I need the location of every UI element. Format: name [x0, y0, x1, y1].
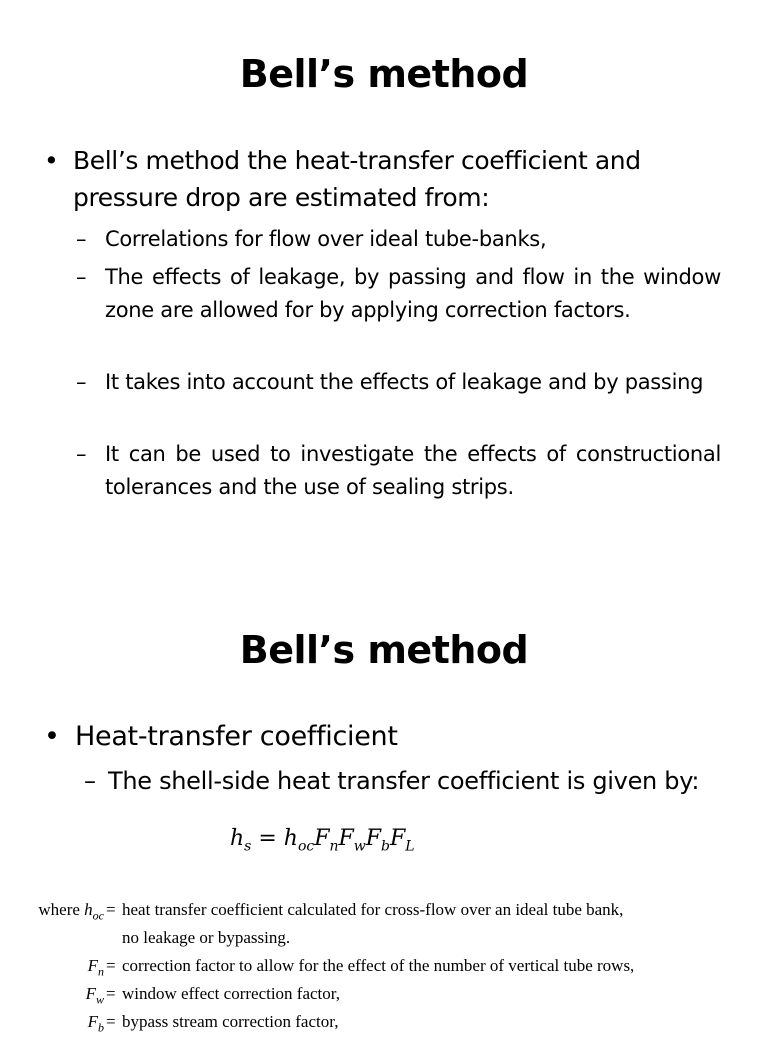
slide-1-bullet — [44, 142, 724, 216]
def-description: correction factor to allow for the effect of the number of vertical tube rows, — [122, 956, 635, 975]
slide-2 — [0, 576, 768, 1035]
def-equals: = — [106, 900, 116, 919]
def-symbol: F — [85, 984, 96, 1003]
eq-lhs: h — [230, 826, 245, 851]
def-description: bypass stream correction factor, — [122, 1012, 339, 1031]
def-equals: = — [106, 1012, 116, 1031]
eq-t4-sub: b — [381, 838, 391, 855]
def-symbol-sub: n — [98, 964, 104, 979]
def-symbol-sub: w — [95, 992, 104, 1007]
eq-t1-sub: oc — [297, 838, 315, 855]
slide-2-title: Bell’s method — [239, 628, 529, 672]
def-equals: = — [106, 984, 116, 1003]
heat-transfer-equation — [230, 826, 415, 854]
eq-equals: = — [251, 826, 284, 851]
subpoint-text: It can be used to investigate the effects of constructional tolerances and the use of sealing strips. — [105, 442, 721, 499]
slide-1-title: Bell’s method — [239, 52, 529, 96]
subpoint-text: Correlations for flow over ideal tube-banks, — [105, 227, 547, 251]
definition-row — [14, 952, 754, 980]
definition-row — [14, 924, 754, 952]
subpoint-text: It takes into account the effects of leakage and by passing — [105, 370, 704, 394]
def-symbol: F — [87, 956, 98, 975]
bullet-text: Heat-transfer coefficient — [75, 721, 398, 752]
slide-2-subpoint — [84, 764, 744, 798]
dash-mark: – — [84, 767, 96, 795]
def-description: heat transfer coefficient calculated for cross-flow over an ideal tube bank, — [122, 900, 624, 919]
def-description: no leakage or bypassing. — [122, 928, 291, 947]
eq-t3-sub: w — [353, 838, 366, 855]
dash-mark: – — [76, 265, 87, 289]
eq-t2: F — [314, 826, 330, 851]
bullet-text: Bell’s method the heat-transfer coefficient and pressure drop are estimated from: — [73, 146, 641, 212]
dash-mark: – — [76, 227, 87, 251]
subpoint-text: The shell-side heat transfer coefficient is given by: — [108, 767, 700, 795]
eq-t4: F — [365, 826, 382, 851]
eq-t5-sub: L — [405, 838, 415, 855]
definition-row — [14, 896, 754, 924]
subpoint-4 — [76, 438, 721, 504]
subpoint-3 — [76, 366, 721, 399]
bullet-dot: • — [44, 146, 59, 175]
eq-t3: F — [338, 826, 354, 851]
dash-mark: – — [76, 442, 87, 466]
slide-2-bullet — [44, 718, 724, 755]
def-symbol-sub: b — [98, 1020, 104, 1035]
where-word: where — [38, 900, 80, 919]
def-description: window effect correction factor, — [122, 984, 341, 1003]
def-symbol-sub: oc — [92, 908, 104, 923]
definition-row — [14, 980, 754, 1008]
eq-lhs-sub: s — [244, 838, 252, 855]
dash-mark: – — [76, 370, 87, 394]
eq-t5: F — [390, 826, 406, 851]
def-symbol: F — [87, 1012, 98, 1031]
bullet-dot: • — [44, 721, 60, 752]
definitions-list — [14, 896, 754, 1036]
eq-t2-sub: n — [329, 838, 339, 855]
subpoint-1 — [76, 223, 721, 256]
eq-t1: h — [283, 826, 298, 851]
def-equals: = — [106, 956, 116, 975]
subpoint-2 — [76, 261, 721, 327]
subpoint-text: The effects of leakage, by passing and flow in the window zone are allowed for by applying correction factors. — [105, 265, 721, 322]
definition-row — [14, 1008, 754, 1036]
def-symbol: h — [84, 900, 93, 919]
